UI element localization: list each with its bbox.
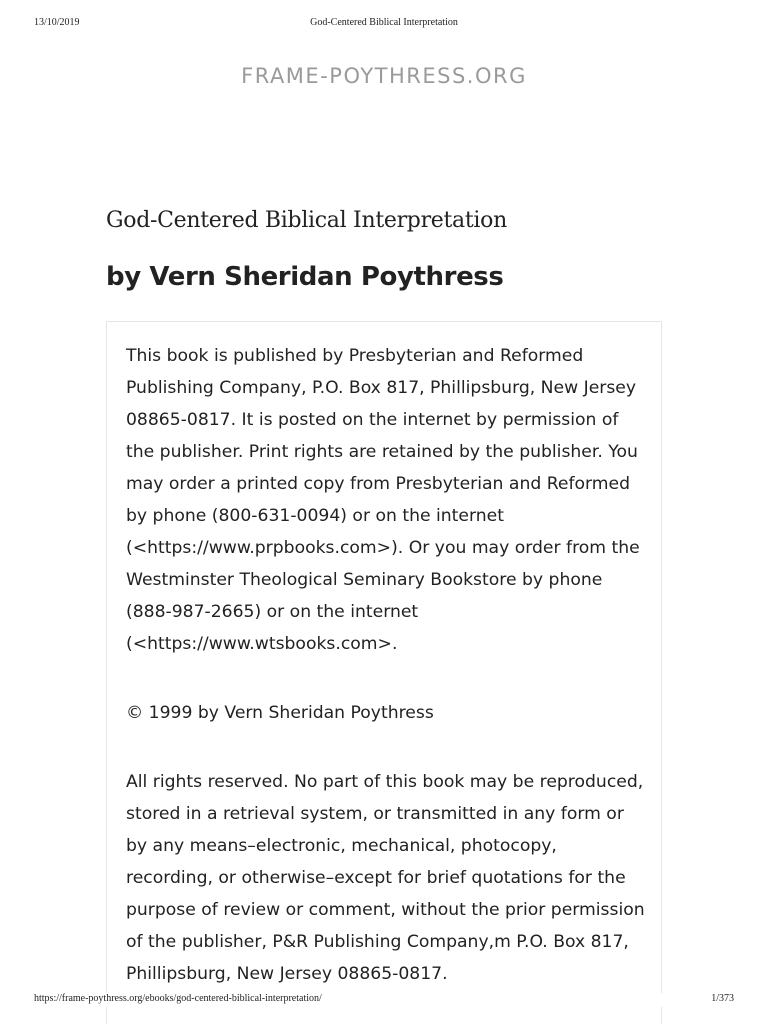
print-header: [0, 17, 768, 31]
publisher-paragraph: This book is published by Presbyterian and Reformed Publishing Company, P.O. Box 817, Phillipsburg, New Jersey 08865-0817. It is posted on the internet by permission of the publisher. Print rights are retained by the publisher. You may order a printed copy from Presbyterian and Reformed by phone (800-631-0094) or on the internet (<https://www.prpbooks.com>). Or you may order from the Westminster Theological Seminary Bookstore by phone (888-987-2665) or on the internet (<https://www.wtsbooks.com>.: [126, 346, 640, 654]
print-page-title: God-Centered Biblical Interpretation: [310, 17, 458, 28]
rights-paragraph: All rights reserved. No part of this book may be reproduced, stored in a retrieval system, or transmitted in any form or by any means–electronic, mechanical, photocopy, recording, or otherwise–except for brief quotations for the purpose of review or comment, without the prior permission of the publisher, P&R Publishing Company,m P.O. Box 817, Phillipsburg, New Jersey 08865-0817.: [126, 772, 645, 984]
print-footer: [0, 993, 768, 1007]
book-author: by Vern Sheridan Poythress: [106, 262, 504, 292]
print-page-number: 1/373: [711, 993, 734, 1004]
content-box: [106, 321, 662, 1024]
print-url: https://frame-poythress.org/ebooks/god-centered-biblical-interpretation/: [34, 993, 322, 1004]
copyright-paragraph: © 1999 by Vern Sheridan Poythress: [126, 703, 434, 723]
content-body: [126, 340, 648, 1027]
book-title: God-Centered Biblical Interpretation: [106, 208, 507, 233]
print-date: 13/10/2019: [34, 17, 80, 28]
site-name-link[interactable]: FRAME-POYTHRESS.ORG: [241, 64, 527, 88]
